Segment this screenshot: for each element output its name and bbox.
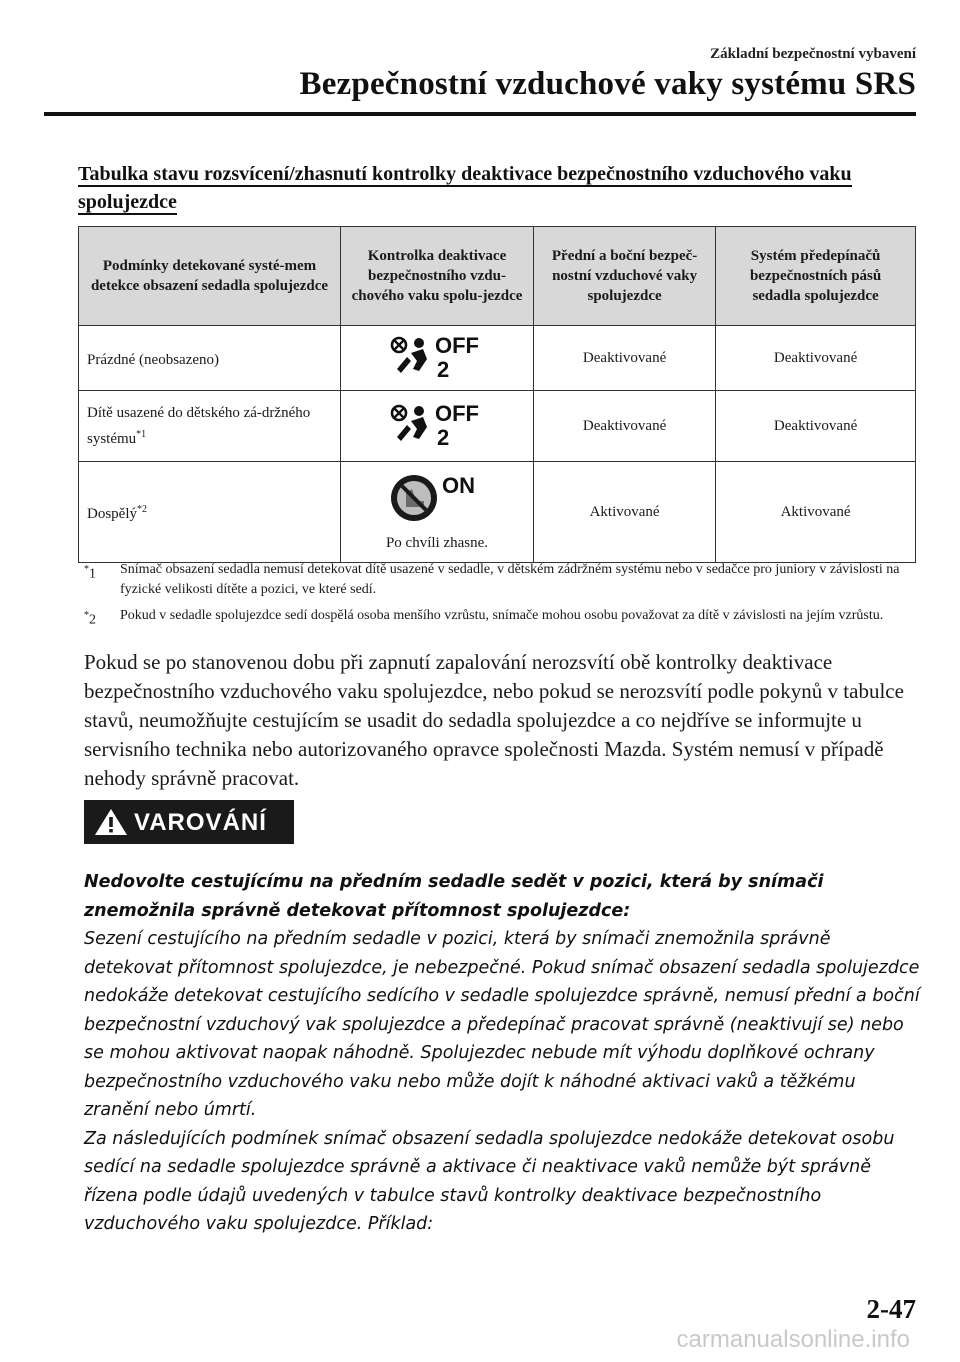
table-header-row	[79, 227, 916, 326]
warning-body: Sezení cestujícího na předním sedadle v pozici, která by snímači znemožnila správně detekovat přítomnost spolujezdce, je nebezpečné. Pokud snímač obsazení sedadla spolujezdce nedokáže detekovat cestujícího sedícího v sedadle spolujezdce správně, nemusí přední a boční bezpečnostní vzduchový vak spolujezdce a předepínač pracovat správně (neaktivují se) nebo se mohou aktivovat naopak náhodně. Spolujezdec nebude mít výhodu doplňkové ochrany bezpečnostního vzduchového vaku nebo může dojít k náhodné aktivaci vaků a těžkému zranění nebo úmrtí.	[84, 929, 920, 1120]
col-header-front-side-airbags: Přední a boční bezpeč-nostní vzduchové vaky spolujezdce	[534, 227, 716, 326]
row-indicator	[341, 391, 534, 462]
table-row	[79, 462, 916, 563]
indicator-state-label: OFF	[435, 332, 479, 358]
row-condition: Dospělý$^{*2}$	[79, 462, 341, 563]
watermark: carmanualsonline.info	[676, 1326, 910, 1353]
col-header-pretensioner: Systém předepínačů bezpečnostních pásů sedadla spolujezdce	[716, 227, 916, 326]
row-front-side-airbags: Aktivované	[534, 462, 716, 563]
warning-body: Za následujících podmínek snímač obsazení sedadla spolujezdce nedokáže detekovat osobu sedící na sedadle spolujezdce správně a aktivace či neaktivace vaků nemůže být správně řízena podle údajů uvedených v tabulce stavů kontrolky deaktivace bezpečnostního vzduchového vaku spolujezdce. Příklad:	[84, 1128, 895, 1234]
col-header-conditions: Podmínky detekované systé-mem detekce obsazení sedadla spolujezdce	[79, 227, 341, 326]
warning-triangle-icon	[94, 808, 128, 836]
page-title: Bezpečnostní vzduchové vaky systému SRS	[299, 66, 916, 102]
row-pretensioner: Deaktivované	[716, 326, 916, 391]
indicator-state-label: ON	[442, 472, 475, 498]
row-condition: Dítě usazené do dětského zá-držného systému$^{*1}$	[79, 391, 341, 462]
page-number: 2-47	[866, 1294, 916, 1324]
warning-heading: Nedovolte cestujícímu na předním sedadle sedět v pozici, která by snímači znemožnila správně detekovat přítomnost spolujezdce:	[84, 872, 824, 921]
section-title: Tabulka stavu rozsvícení/zhasnutí kontrolky deaktivace bezpečnostního vzduchového vaku spolujezdce	[78, 163, 852, 213]
row-front-side-airbags: Deaktivované	[534, 326, 716, 391]
row-front-side-airbags: Deaktivované	[534, 391, 716, 462]
passenger-airbag-off-icon	[377, 331, 497, 379]
footnote-text: Pokud v sedadle spolujezdce sedí dospělá osoba menšího vzrůstu, snímače mohou osobu považovat za dítě v závislosti na jejím vzrůstu.	[120, 608, 884, 623]
row-indicator	[341, 326, 534, 391]
warning-text	[84, 868, 924, 1239]
warning-label: VAROVÁNÍ	[134, 809, 267, 836]
row-indicator	[341, 462, 534, 563]
footnote-marker: *1	[84, 564, 96, 582]
footnote-marker: *2	[84, 610, 96, 628]
passenger-airbag-on-icon	[382, 471, 492, 523]
passenger-airbag-off-icon	[377, 399, 497, 447]
warning-badge	[84, 800, 294, 844]
footnote-text: Snímač obsazení sedadla nemusí detekovat dítě usazené v sedadle, v dětském zádržném systému nebo v sedačce pro juniory v závislosti na fyzické velikosti dítěte a pozici, ve které sedí.	[120, 562, 900, 597]
row-condition: Prázdné (neobsazeno)	[79, 326, 341, 391]
row-pretensioner: Deaktivované	[716, 391, 916, 462]
chapter-subtitle: Základní bezpečnostní vybavení	[710, 46, 916, 62]
footnote	[84, 606, 904, 626]
indicator-status-table	[78, 226, 916, 563]
indicator-digit-label: 2	[437, 356, 450, 379]
indicator-state-label: OFF	[435, 400, 479, 426]
header-divider	[44, 112, 916, 116]
table-row	[79, 326, 916, 391]
body-paragraph: Pokud se po stanovenou dobu při zapnutí zapalování nerozsvítí obě kontrolky deaktivace bezpečnostního vzduchového vaku spolujezdce, nebo pokud se nerozsvítí podle pokynů v tabulce stavů, neumožňujte cestujícím se usadit do sedadla spolujezdce a co nejdříve se informujte u servisního technika nebo autorizovaného opravce společnosti Mazda. Systém nemusí v případě nehody správně pracovat.	[84, 650, 904, 790]
col-header-indicator: Kontrolka deaktivace bezpečnostního vzdu-chového vaku spolu-jezdce	[341, 227, 534, 326]
indicator-digit-label: 2	[437, 424, 450, 447]
footnote	[84, 560, 904, 600]
table-row	[79, 391, 916, 462]
row-pretensioner: Aktivované	[716, 462, 916, 563]
indicator-note: Po chvíli zhasne.	[385, 534, 489, 551]
